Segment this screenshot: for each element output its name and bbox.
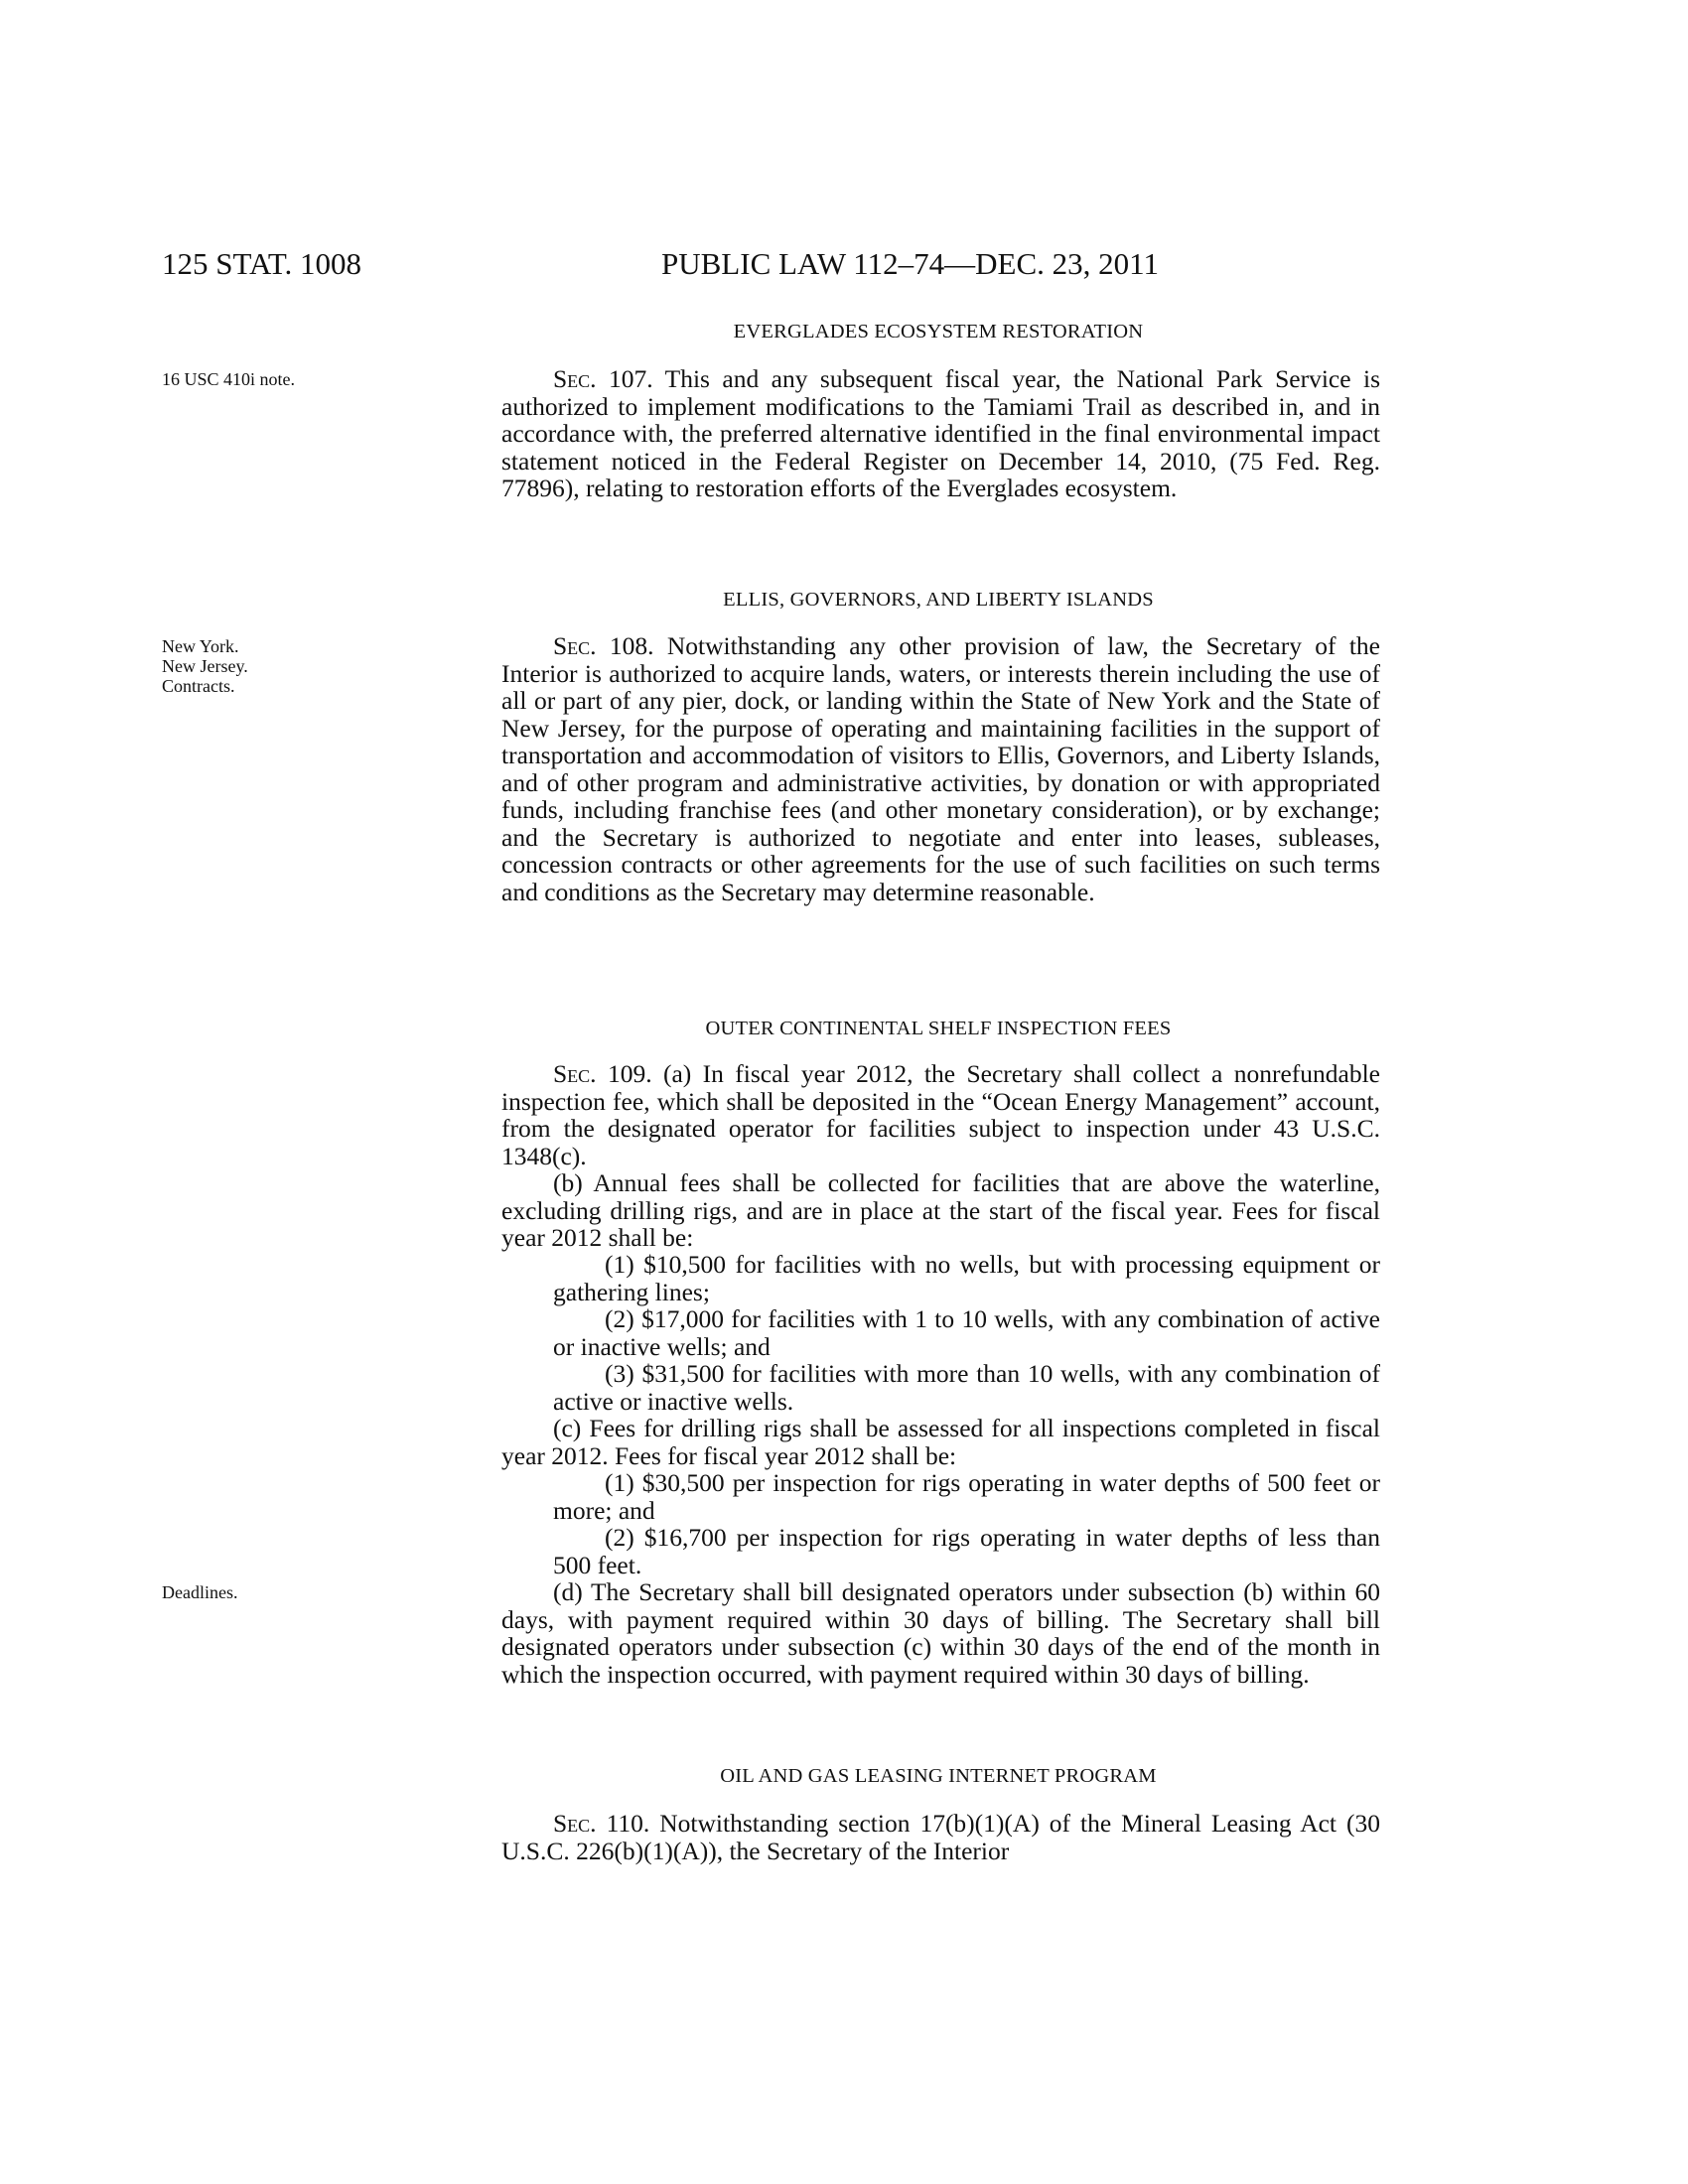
section-107-body: 107. This and any subsequent fiscal year, the National Park Service is authorized to implement modifications to the Tamiami Trail as described in, and in accordance with, the preferred alternative identified in the final environmental impact statement noticed in the Federal Register on December 14, 2010, (75 Fed. Reg. 77896), relating to restoration efforts of the Everglades ecosystem. <box>501 364 1381 502</box>
section-heading-108: ELLIS, GOVERNORS, AND LIBERTY ISLANDS <box>723 589 1154 611</box>
page-header <box>0 246 1688 286</box>
section-109-b-item-1: (1) $10,500 for facilities with no wells, but with processing equipment or gathering lines; <box>553 1250 1380 1306</box>
section-110-text <box>501 1810 1380 1864</box>
section-109-b-item-2: (2) $17,000 for facilities with 1 to 10 wells, with any combination of active or inactive wells; and <box>553 1304 1380 1361</box>
section-heading-109: OUTER CONTINENTAL SHELF INSPECTION FEES <box>705 1018 1172 1039</box>
section-108-body: 108. Notwithstanding any other provision of law, the Secretary of the Interior is authorized to acquire lands, waters, or interests therein including the use of all or part of any pier, dock, or landing within the State of New York and the State of New Jersey, for the purpose of operating and maintaining facilities in the support of transportation and accommodation of visitors to Ellis, Governors, and Liberty Islands, and of other program and administrative activities, by donation or with appropriated funds, including franchise fees (and other monetary consideration), or by exchange; and the Secretary is authorized to negotiate and enter into leases, subleases, concession contracts or other agreements for the use of such facilities on such terms and conditions as the Secretary may determine reasonable. <box>501 631 1380 906</box>
margin-note-108 <box>162 636 321 696</box>
margin-note-line: New York. <box>162 636 239 656</box>
section-109-c: (c) Fees for drilling rigs shall be assessed for all inspections completed in fiscal year 2012. Fees for fiscal year 2012 shall be: <box>501 1414 1380 1470</box>
section-109-a-body: 109. (a) In fiscal year 2012, the Secretary shall collect a nonrefundable inspection fee, which shall be deposited in the “Ocean Energy Management” account, from the designated operator for facilities subject to inspection under 43 U.S.C. 1348(c). <box>501 1059 1380 1170</box>
section-109-b-item-3: (3) $31,500 for facilities with more than 10 wells, with any combination of active or inactive wells. <box>553 1359 1380 1416</box>
section-108-text <box>501 632 1380 905</box>
section-109-b: (b) Annual fees shall be collected for facilities that are above the waterline, excluding drilling rigs, and are in place at the start of the fiscal year. Fees for fiscal year 2012 shall be: <box>501 1168 1380 1252</box>
sec-label: Sec. <box>553 1059 597 1088</box>
section-110-body: 110. Notwithstanding section 17(b)(1)(A) of the Mineral Leasing Act (30 U.S.C. 226(b)(1)(A)), the Secretary of the Interior <box>501 1809 1381 1865</box>
section-109-d: (d) The Secretary shall bill designated operators under subsection (b) within 60 days, with payment required within 30 days of billing. The Secretary shall bill designated operators under subsection (c) within 30 days of the end of the month in which the inspection occurred, with payment required within 30 days of billing. <box>501 1577 1380 1689</box>
margin-note-107: 16 USC 410i note. <box>162 369 296 389</box>
margin-note-line: Contracts. <box>162 676 235 696</box>
page-number: 125 STAT. 1008 <box>162 246 362 281</box>
section-109-a <box>501 1060 1380 1169</box>
section-heading-107: EVERGLADES ECOSYSTEM RESTORATION <box>733 321 1144 342</box>
margin-note-line: New Jersey. <box>162 656 248 676</box>
sec-label: Sec. <box>553 1809 597 1838</box>
section-109-c-item-2: (2) $16,700 per inspection for rigs operating in water depths of less than 500 feet. <box>553 1523 1380 1579</box>
sec-label: Sec. <box>553 631 597 660</box>
sec-label: Sec. <box>553 364 597 393</box>
section-107-text <box>501 365 1380 502</box>
running-head: PUBLIC LAW 112–74—DEC. 23, 2011 <box>661 246 1159 281</box>
section-heading-110: OIL AND GAS LEASING INTERNET PROGRAM <box>720 1765 1157 1787</box>
section-109-c-item-1: (1) $30,500 per inspection for rigs operating in water depths of 500 feet or more; and <box>553 1468 1380 1525</box>
margin-note-deadlines: Deadlines. <box>162 1582 238 1602</box>
